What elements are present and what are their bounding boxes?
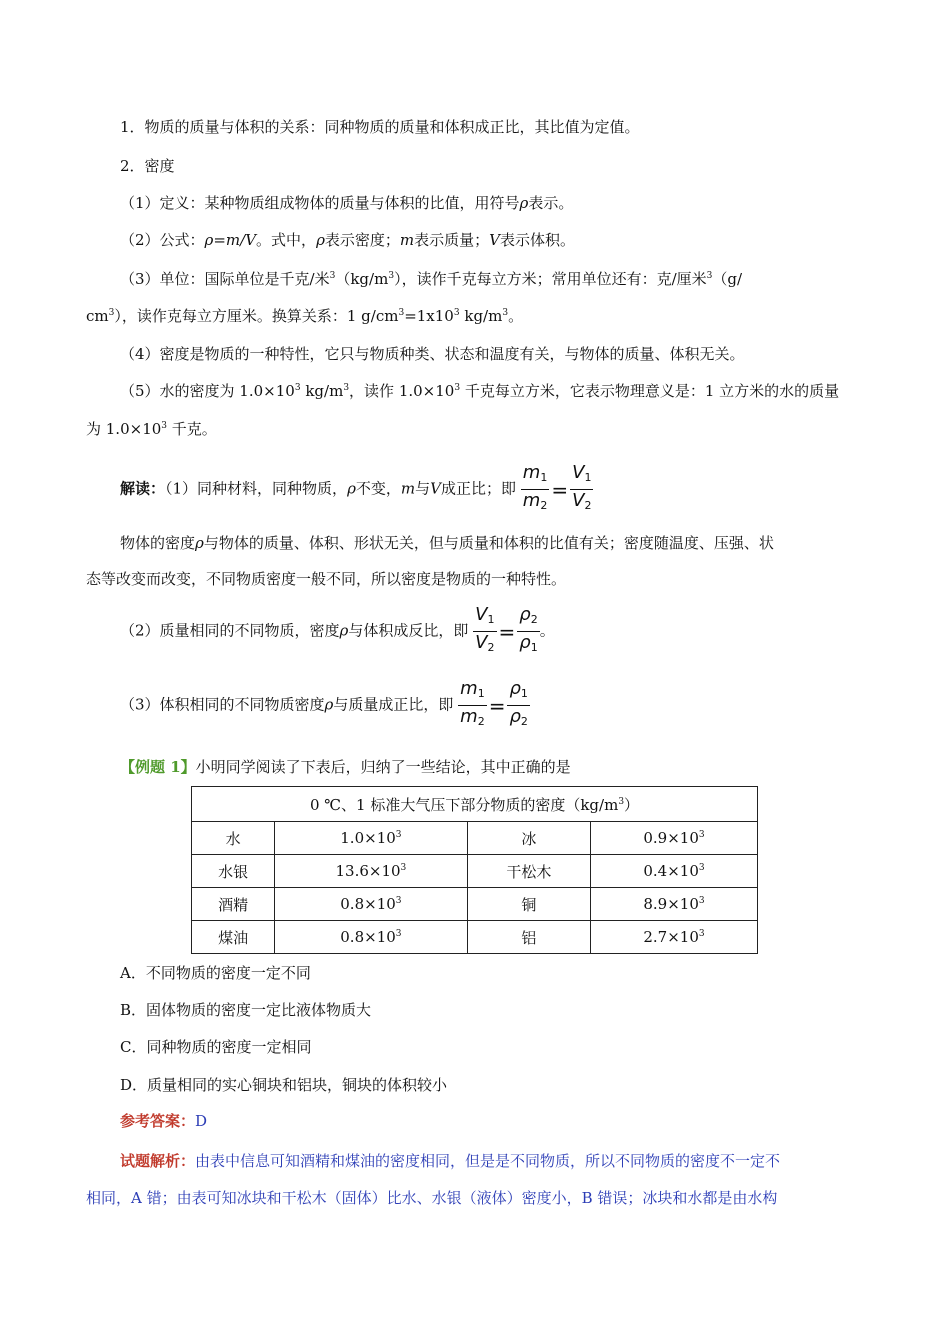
water-line-1: （5）水的密度为 $1.0\times 10^3$ $kg/m^3$，读作 $1.0\times 10^3$ 千克每立方米，它表示物理意义是：1 立方米的水的质量 [120,382,840,400]
example-tag: 【例题 1】 [120,758,196,776]
density-text-1: 物体的密度ρ与物体的质量、体积、形状无关，但与质量和体积的比值有关；密度随温度、压强、状 [120,534,774,552]
option-c: C．同种物质的密度一定相同 [120,1038,312,1056]
table-row: 酒精 $0.8\times 10^3$ 铜 $8.9\times 10^3$ [192,888,758,921]
point-1: 1．物质的质量与体积的关系：同种物质的质量和体积成正比，其比值为定值。 [120,118,640,136]
table-caption: 0 ℃、1 标准大气压下部分物质的密度$(kg/m^3)$ [192,787,758,822]
table-row: 煤油 $0.8\times 10^3$ 铝 $2.7\times 10^3$ [192,921,758,954]
fraction-m1-m2: $\frac{m_1}{m_2}$ [521,462,550,517]
reading-2: （2）质量相同的不同物质，密度ρ与体积成反比，即 $\frac{V_1}{V_2}$ = $\frac{\rho_2}{\rho_1}$ 。 [120,604,555,659]
example-question: 【例题 1】小明同学阅读了下表后，归纳了一些结论，其中正确的是 [120,758,571,776]
option-b: B．固体物质的密度一定比液体物质大 [120,1001,372,1019]
reading-1: 解读：（1）同种材料，同种物质，ρ不变，m与V成正比；即 $\frac{m_1}{m_2}$ = $\frac{V_1}{V_2}$ [120,462,593,517]
reading-label: 解读： [120,479,166,498]
table-row: 水 $1.0\times 10^3$ 冰 $0.9\times 10^3$ [192,822,758,855]
analysis-label: 试题解析： [120,1152,196,1170]
fraction-v1-v2: $\frac{V_1}{V_2}$ [473,604,496,659]
fraction-v1-v2: $\frac{V_1}{V_2}$ [570,462,593,517]
analysis-line-1: 试题解析：由表中信息可知酒精和煤油的密度相同，但是是不同物质，所以不同物质的密度不一定不 [120,1152,781,1170]
density-table [191,786,758,954]
fraction-rho1-rho2: $\frac{\rho_1}{\rho_2}$ [507,678,529,733]
analysis-line-2: 相同，A 错；由表可知冰块和干松木（固体）比水、水银（液体）密度小，B 错误；冰块和水都是由水构 [86,1189,778,1207]
formula-line: （2）公式：ρ=m/V。式中，ρ表示密度；m表示质量；V表示体积。 [120,231,576,249]
answer-line [120,1110,207,1132]
unit-line-2: $cm^3$），读作克每立方厘米。换算关系：1 $g/cm^3=1x10^3$ $kg/m^3$。 [86,307,524,325]
property-line: （4）密度是物质的一种特性，它只与物质种类、状态和温度有关，与物体的质量、体积无关。 [120,345,745,363]
density-text-2: 态等改变而改变，不同物质密度一般不同，所以密度是物质的一种特性。 [86,570,567,588]
unit-line-1: （3）单位：国际单位是千克/米$^3(kg/m^3)$，读作千克每立方米；常用单位还有：克/厘米$^3$（g/ [120,270,743,288]
option-a: A．不同物质的密度一定不同 [120,964,311,982]
fraction-m1-m2: $\frac{m_1}{m_2}$ [458,678,487,733]
answer-label: 参考答案： [120,1112,196,1130]
definition-line: （1）定义：某种物质组成物体的质量与体积的比值，用符号ρ表示。 [120,194,574,212]
water-line-2: 为 $1.0\times 10^3$ 千克。 [86,420,217,438]
answer-value: D [195,1112,208,1130]
table-row: 水银 $13.6\times 10^3$ 干松木 $0.4\times 10^3$ [192,855,758,888]
point-2: 2．密度 [120,157,175,175]
option-d: D．质量相同的实心铜块和铝块，铜块的体积较小 [120,1076,448,1094]
fraction-rho2-rho1: $\frac{\rho_2}{\rho_1}$ [517,604,539,659]
reading-3: （3）体积相同的不同物质密度ρ与质量成正比，即 $\frac{m_1}{m_2}$ = $\frac{\rho_1}{\rho_2}$ [120,678,530,733]
